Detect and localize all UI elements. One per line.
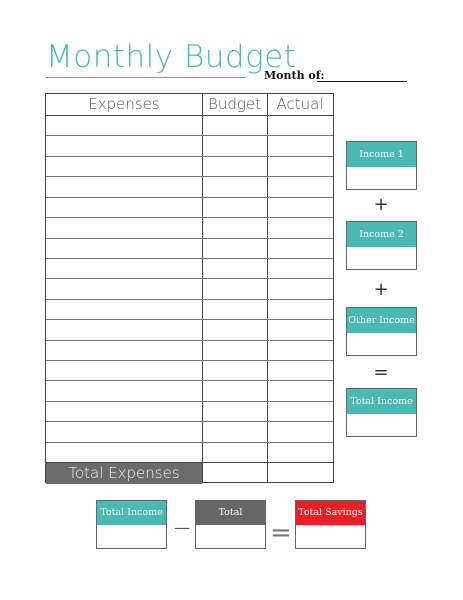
table-row[interactable] <box>46 380 333 381</box>
table-row[interactable] <box>46 176 333 177</box>
total-expenses-label: Total Expenses <box>46 463 202 484</box>
summary-total-income-label: Total Income <box>97 501 166 525</box>
expenses-table <box>45 93 334 483</box>
table-row[interactable] <box>46 421 333 422</box>
summary-total-savings-box[interactable] <box>295 500 366 549</box>
summary-total-income-box[interactable] <box>96 500 167 549</box>
column-divider <box>202 94 203 482</box>
total-income-box[interactable] <box>346 388 417 437</box>
plus-sign: + <box>373 194 389 215</box>
summary-total-expenses-label: Total Expenses <box>196 501 265 525</box>
total-income-label: Total Income <box>347 389 416 414</box>
table-row[interactable] <box>46 217 333 218</box>
table-row[interactable] <box>46 401 333 402</box>
table-row[interactable] <box>46 278 333 279</box>
table-row[interactable] <box>46 135 333 136</box>
plus-sign: + <box>373 279 389 300</box>
income-1-label: Income 1 <box>347 142 416 167</box>
table-header <box>46 94 333 116</box>
column-header-actual: Actual <box>276 95 324 113</box>
table-row[interactable] <box>46 319 333 320</box>
table-row[interactable] <box>46 442 333 443</box>
income-2-box[interactable] <box>346 221 417 270</box>
income-2-label: Income 2 <box>347 222 416 247</box>
title-underline <box>46 77 246 78</box>
table-row[interactable] <box>46 360 333 361</box>
column-header-expenses: Expenses <box>88 95 160 113</box>
total-expenses-row <box>46 462 333 484</box>
table-row[interactable] <box>46 238 333 239</box>
table-row[interactable] <box>46 340 333 341</box>
summary-total-savings-label: Total Savings <box>296 501 365 525</box>
equals-sign: = <box>373 362 389 383</box>
other-income-box[interactable] <box>346 307 417 356</box>
page-title: Monthly Budget <box>46 39 297 75</box>
table-row[interactable] <box>46 299 333 300</box>
column-divider <box>267 94 268 482</box>
summary-total-expenses-box[interactable] <box>195 500 266 549</box>
table-row[interactable] <box>46 258 333 259</box>
month-input-line[interactable] <box>317 81 407 82</box>
column-header-budget: Budget <box>208 95 261 113</box>
table-row[interactable] <box>46 197 333 198</box>
minus-sign: — <box>174 518 190 537</box>
other-income-label: Other Income <box>347 308 416 333</box>
month-label: Month of: <box>264 69 325 82</box>
equals-sign: = <box>270 518 292 548</box>
table-row[interactable] <box>46 156 333 157</box>
income-1-box[interactable] <box>346 141 417 190</box>
